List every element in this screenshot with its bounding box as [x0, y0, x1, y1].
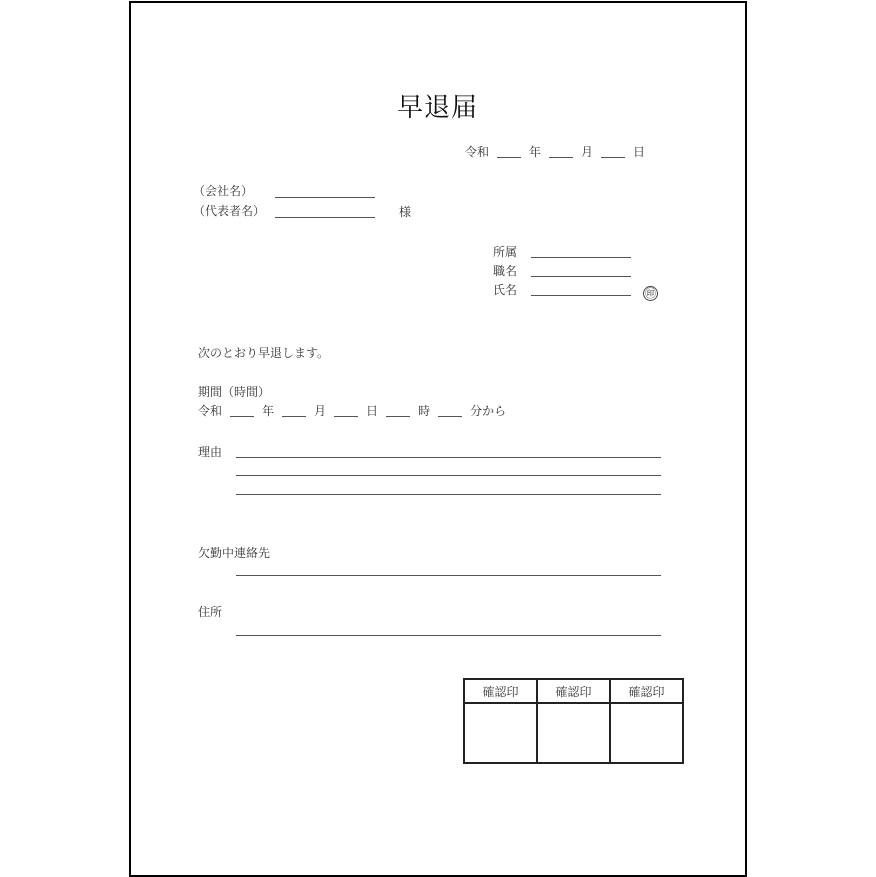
period-day-label: 日 — [366, 404, 379, 418]
company-name-line[interactable] — [275, 197, 375, 198]
affiliation-label: 所属 — [493, 245, 518, 259]
representative-name-line[interactable] — [275, 217, 375, 218]
period-row — [198, 404, 506, 418]
position-label: 職名 — [493, 264, 518, 278]
approval-stamp-cell-1[interactable] — [464, 703, 537, 763]
affiliation-line[interactable] — [531, 257, 631, 258]
applicant-name-line[interactable] — [531, 295, 631, 296]
contact-line[interactable] — [236, 575, 661, 576]
representative-label: （代表者名） — [193, 204, 266, 218]
date-month-label: 月 — [581, 145, 594, 159]
reason-line-1[interactable] — [236, 457, 661, 458]
period-hour-blank[interactable] — [386, 416, 410, 417]
period-label: 期間（時間） — [198, 385, 271, 399]
approval-header-2: 確認印 — [537, 679, 610, 703]
day-blank[interactable] — [601, 157, 625, 158]
statement-text: 次のとおり早退します。 — [198, 346, 330, 360]
period-month-blank[interactable] — [282, 416, 306, 417]
approval-stamp-cell-2[interactable] — [537, 703, 610, 763]
form-sheet — [129, 1, 747, 877]
address-line[interactable] — [236, 635, 661, 636]
approval-table — [463, 678, 684, 764]
reason-line-2[interactable] — [236, 475, 661, 476]
approval-stamp-cell-3[interactable] — [610, 703, 683, 763]
honorific: 様 — [399, 205, 412, 219]
approval-header-3: 確認印 — [610, 679, 683, 703]
period-era: 令和 — [198, 404, 223, 418]
form-title: 早退届 — [397, 93, 479, 123]
position-line[interactable] — [531, 276, 631, 277]
period-day-blank[interactable] — [334, 416, 358, 417]
seal-mark: ㊞ — [645, 287, 656, 300]
period-minute-label: 分から — [470, 404, 507, 418]
year-blank[interactable] — [497, 157, 521, 158]
period-year-label: 年 — [262, 404, 275, 418]
date-day-label: 日 — [633, 145, 646, 159]
date-era: 令和 — [465, 145, 490, 159]
period-minute-blank[interactable] — [438, 416, 462, 417]
approval-header-1: 確認印 — [464, 679, 537, 703]
month-blank[interactable] — [549, 157, 573, 158]
period-year-blank[interactable] — [230, 416, 254, 417]
date-year-label: 年 — [529, 145, 542, 159]
period-hour-label: 時 — [418, 404, 431, 418]
period-month-label: 月 — [314, 404, 327, 418]
contact-label: 欠勤中連絡先 — [198, 546, 271, 560]
address-label: 住所 — [198, 605, 223, 619]
company-label: （会社名） — [193, 184, 254, 198]
reason-label: 理由 — [198, 445, 223, 459]
name-label: 氏名 — [493, 283, 518, 297]
submission-date — [465, 145, 645, 159]
reason-line-3[interactable] — [236, 494, 661, 495]
